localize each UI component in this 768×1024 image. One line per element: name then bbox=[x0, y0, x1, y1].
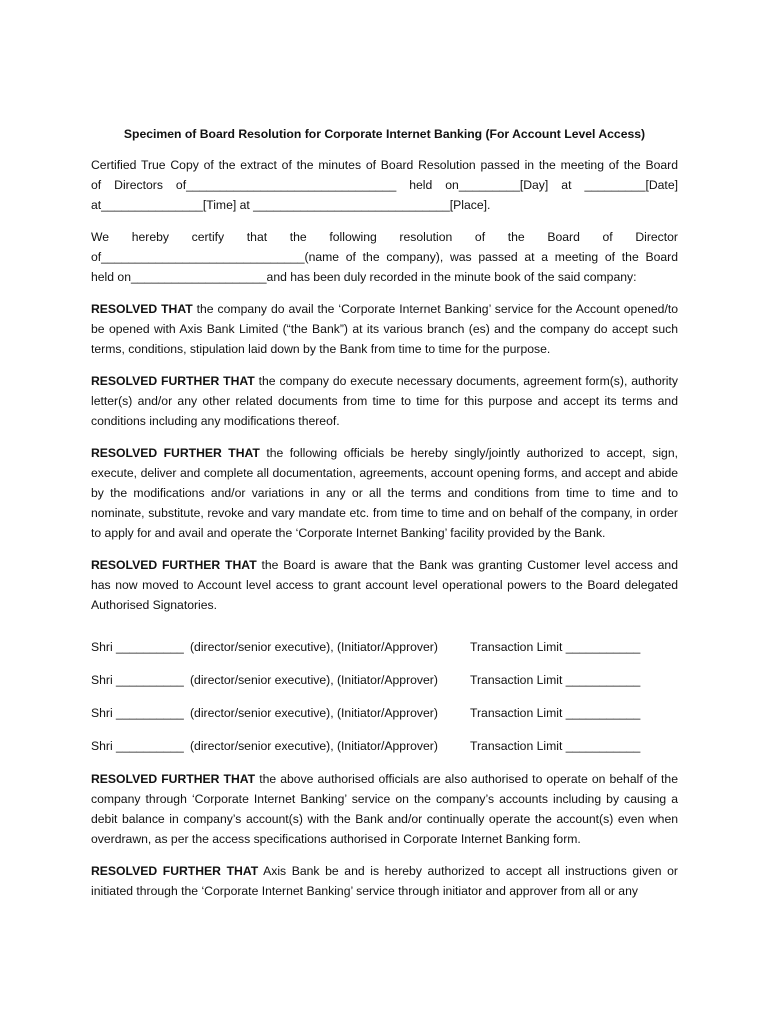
certified-line-1: Certified True Copy of the extract of the minutes of Board Resolution passed in the meeting of the Board bbox=[91, 158, 678, 172]
signatory-name-blank: Shri __________ bbox=[91, 673, 184, 687]
resolution-2-text: the company do execute necessary documents, agreement form(s), authority letter(s) and/or any other related documents from time to time for this purpose and accept its terms and conditions including any modifications thereof. bbox=[91, 374, 678, 428]
resolution-3 bbox=[91, 443, 678, 543]
signatory-name-blank: Shri __________ bbox=[91, 706, 184, 720]
certify-paragraph bbox=[91, 227, 678, 287]
document-title: Specimen of Board Resolution for Corporate Internet Banking (For Account Level Access) bbox=[123, 127, 646, 141]
signatory-transaction-limit: Transaction Limit ___________ bbox=[470, 706, 641, 720]
resolution-2 bbox=[91, 371, 678, 431]
signatory-name-blank: Shri __________ bbox=[91, 640, 184, 654]
resolution-3-text: the following officials be hereby singly/jointly authorized to accept, sign, execute, deliver and complete all documentation, agreements, account opening forms, and accept and abide by the modifications and/or variations in any or all the terms and conditions from time to time and to nominate, substitute, revoke and vary mandate etc. from time to time and on behalf of the company, in order to apply for and avail and operate the ‘Corporate Internet Banking’ facility provided by the Bank. bbox=[91, 446, 678, 540]
resolution-4-lead: RESOLVED FURTHER THAT bbox=[91, 558, 257, 572]
signatory-row bbox=[91, 670, 678, 690]
document-body bbox=[91, 124, 678, 913]
signatory-role: (director/senior executive), (Initiator/Approver) bbox=[190, 673, 438, 687]
signatory-transaction-limit: Transaction Limit ___________ bbox=[470, 739, 641, 753]
resolution-2-lead: RESOLVED FURTHER THAT bbox=[91, 374, 255, 388]
signatory-role: (director/senior executive), (Initiator/Approver) bbox=[190, 640, 438, 654]
resolution-5 bbox=[91, 769, 678, 849]
resolution-6 bbox=[91, 861, 678, 901]
resolution-5-text: the above authorised officials are also authorised to operate on behalf of the company through ‘Corporate Internet Banking’ service on the company’s accounts including by causing a debit balance in company’s account(s) with the Bank and/or continually operate the account(s) even when overdrawn, as per the access specifications authorised in Corporate Internet Banking form. bbox=[91, 772, 678, 846]
resolution-6-text: Axis Bank be and is hereby authorized to accept all instructions given or initiated through the ‘Corporate Internet Banking’ service through initiator and approver from all or any bbox=[91, 864, 678, 898]
signatory-list bbox=[91, 627, 678, 756]
signatory-transaction-limit: Transaction Limit ___________ bbox=[470, 673, 641, 687]
resolution-5-lead: RESOLVED FURTHER THAT bbox=[91, 772, 256, 786]
certify-line-3: held on____________________and has been duly recorded in the minute book of the said company: bbox=[91, 270, 637, 284]
certified-line-3: at_______________[Time] at _____________________________[Place]. bbox=[91, 198, 491, 212]
signatory-role: (director/senior executive), (Initiator/Approver) bbox=[190, 739, 438, 753]
certified-line-2: of Directors of_______________________________ held on_________[Day] at _________[Date] bbox=[91, 178, 678, 192]
signatory-name-blank: Shri __________ bbox=[91, 739, 184, 753]
signatory-row bbox=[91, 637, 678, 657]
signatory-role: (director/senior executive), (Initiator/Approver) bbox=[190, 706, 438, 720]
resolution-1-text: the company do avail the ‘Corporate Internet Banking’ service for the Account opened/to be opened with Axis Bank Limited (“the Bank”) at its various branch (es) and the company do accept such terms, conditions, stipulation laid down by the Bank from time to time for the purpose. bbox=[91, 302, 678, 356]
resolution-4-text: the Board is aware that the Bank was granting Customer level access and has now moved to Account level access to grant account level operational powers to the Board delegated Authorised Signatories. bbox=[91, 558, 678, 612]
signatory-transaction-limit: Transaction Limit ___________ bbox=[470, 640, 641, 654]
resolution-1-lead: RESOLVED THAT bbox=[91, 302, 193, 316]
resolution-3-lead: RESOLVED FURTHER THAT bbox=[91, 446, 260, 460]
resolution-1 bbox=[91, 299, 678, 359]
certified-copy-paragraph bbox=[91, 155, 678, 215]
signatory-row bbox=[91, 703, 678, 723]
resolution-4 bbox=[91, 555, 678, 615]
resolution-6-lead: RESOLVED FURTHER THAT bbox=[91, 864, 259, 878]
signatory-row bbox=[91, 736, 678, 756]
certify-line-1: We hereby certify that the following resolution of the Board of Director bbox=[91, 230, 678, 244]
certify-line-2: of______________________________(name of the company), was passed at a meeting of the Board bbox=[91, 250, 678, 264]
